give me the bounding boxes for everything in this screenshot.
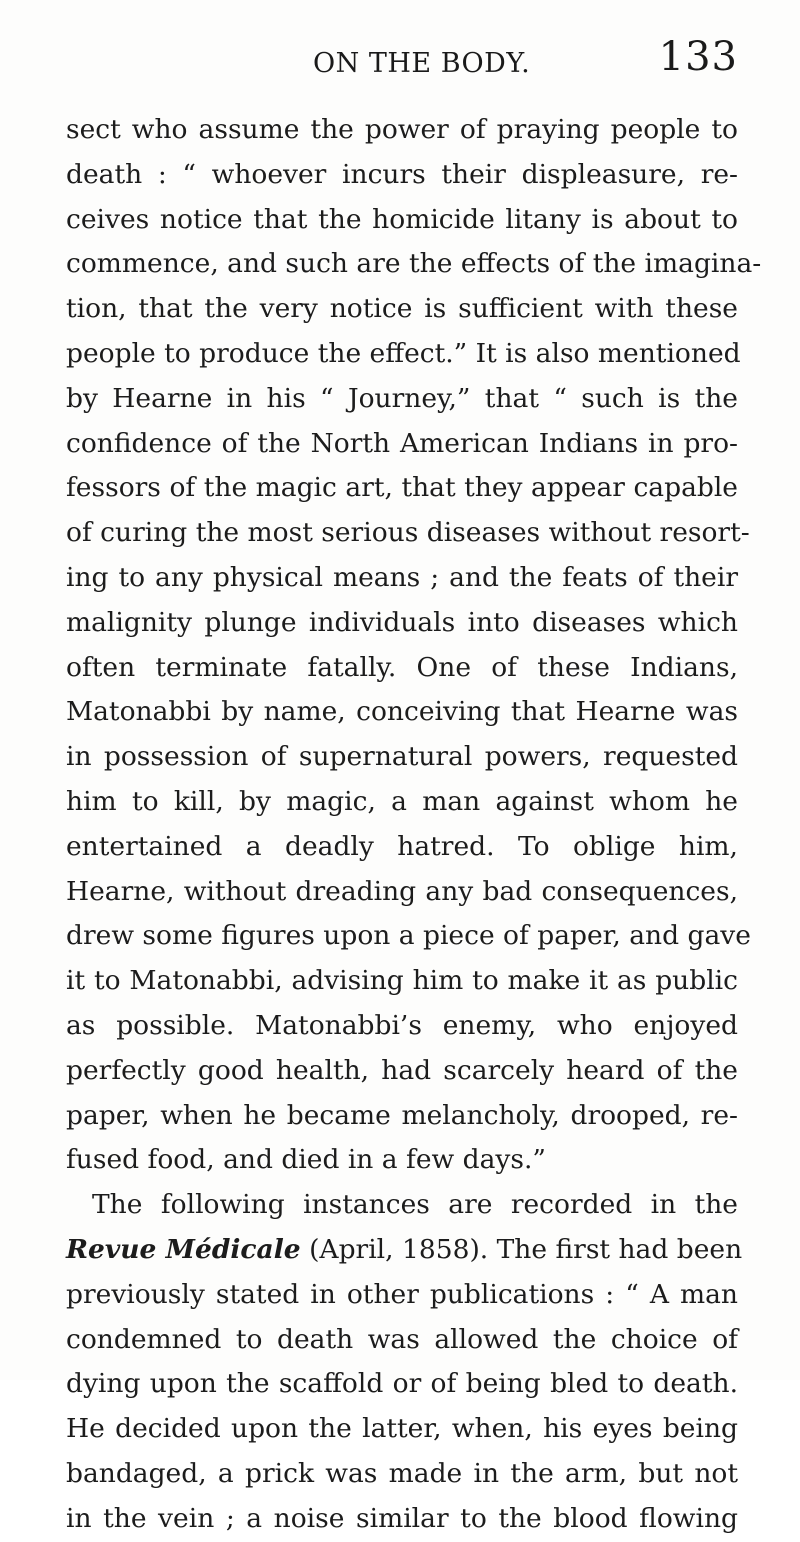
text-line: confidence of the North American Indians in pro-: [66, 427, 738, 459]
text-line: often terminate fatally. One of these Indians,: [66, 651, 738, 683]
text-line: dying upon the scaffold or of being bled to death.: [66, 1368, 738, 1400]
running-head-title: ON THE BODY.: [313, 48, 531, 79]
text-line: entertained a deadly hatred. To oblige him,: [66, 830, 738, 862]
text-line: He decided upon the latter, when, his eyes being: [66, 1413, 738, 1445]
text-line: malignity plunge individuals into diseases which: [66, 606, 738, 638]
text-line: ing to any physical means ; and the feats of their: [66, 561, 738, 593]
text-line: commence, and such are the effects of the imagina-: [66, 248, 762, 280]
text-line: tion, that the very notice is sufficient with these: [66, 293, 738, 325]
page-number: 133: [658, 34, 738, 80]
text-line: ceives notice that the homicide litany is about to: [66, 203, 738, 235]
text-line: fused food, and died in a few days.”: [66, 1144, 546, 1176]
text-line-rest: (April, 1858). The first had been: [300, 1233, 743, 1265]
body-text: [66, 108, 762, 1542]
text-line: sect who assume the power of praying people to: [66, 114, 738, 145]
text-line: Hearne, without dreading any bad consequences,: [66, 875, 738, 907]
text-line: fessors of the magic art, that they appear capable: [66, 472, 738, 504]
text-line: death : “ whoever incurs their displeasure, re-: [66, 158, 738, 190]
text-line: in possession of supernatural powers, requested: [66, 741, 738, 773]
text-line: paper, when he became melancholy, drooped, re-: [66, 1099, 738, 1131]
text-line: in the vein ; a noise similar to the blood flowing: [66, 1502, 738, 1534]
text-line: perfectly good health, had scarcely heard of the: [66, 1054, 738, 1086]
text-line: it to Matonabbi, advising him to make it as public: [66, 965, 738, 997]
text-line: by Hearne in his “ Journey,” that “ such is the: [66, 382, 738, 414]
text-line: people to produce the effect.” It is also mentioned: [66, 337, 741, 369]
text-line: condemned to death was allowed the choice of: [66, 1323, 738, 1355]
text-line: previously stated in other publications : “ A man: [66, 1278, 738, 1310]
text-line: as possible. Matonabbi’s enemy, who enjoyed: [66, 1009, 738, 1041]
text-line: of curing the most serious diseases without resort-: [66, 517, 750, 549]
paragraph-first-line: The following instances are recorded in the: [92, 1189, 738, 1221]
text-line: drew some figures upon a piece of paper, and gave: [66, 920, 751, 952]
running-head: [66, 34, 738, 80]
journal-title: Revue Médicale: [66, 1233, 301, 1265]
text-line: him to kill, by magic, a man against whom he: [66, 785, 738, 817]
text-line: bandaged, a prick was made in the arm, but not: [66, 1457, 738, 1489]
text-line-with-citation: [66, 1228, 743, 1273]
text-line: Matonabbi by name, conceiving that Hearne was: [66, 696, 738, 728]
